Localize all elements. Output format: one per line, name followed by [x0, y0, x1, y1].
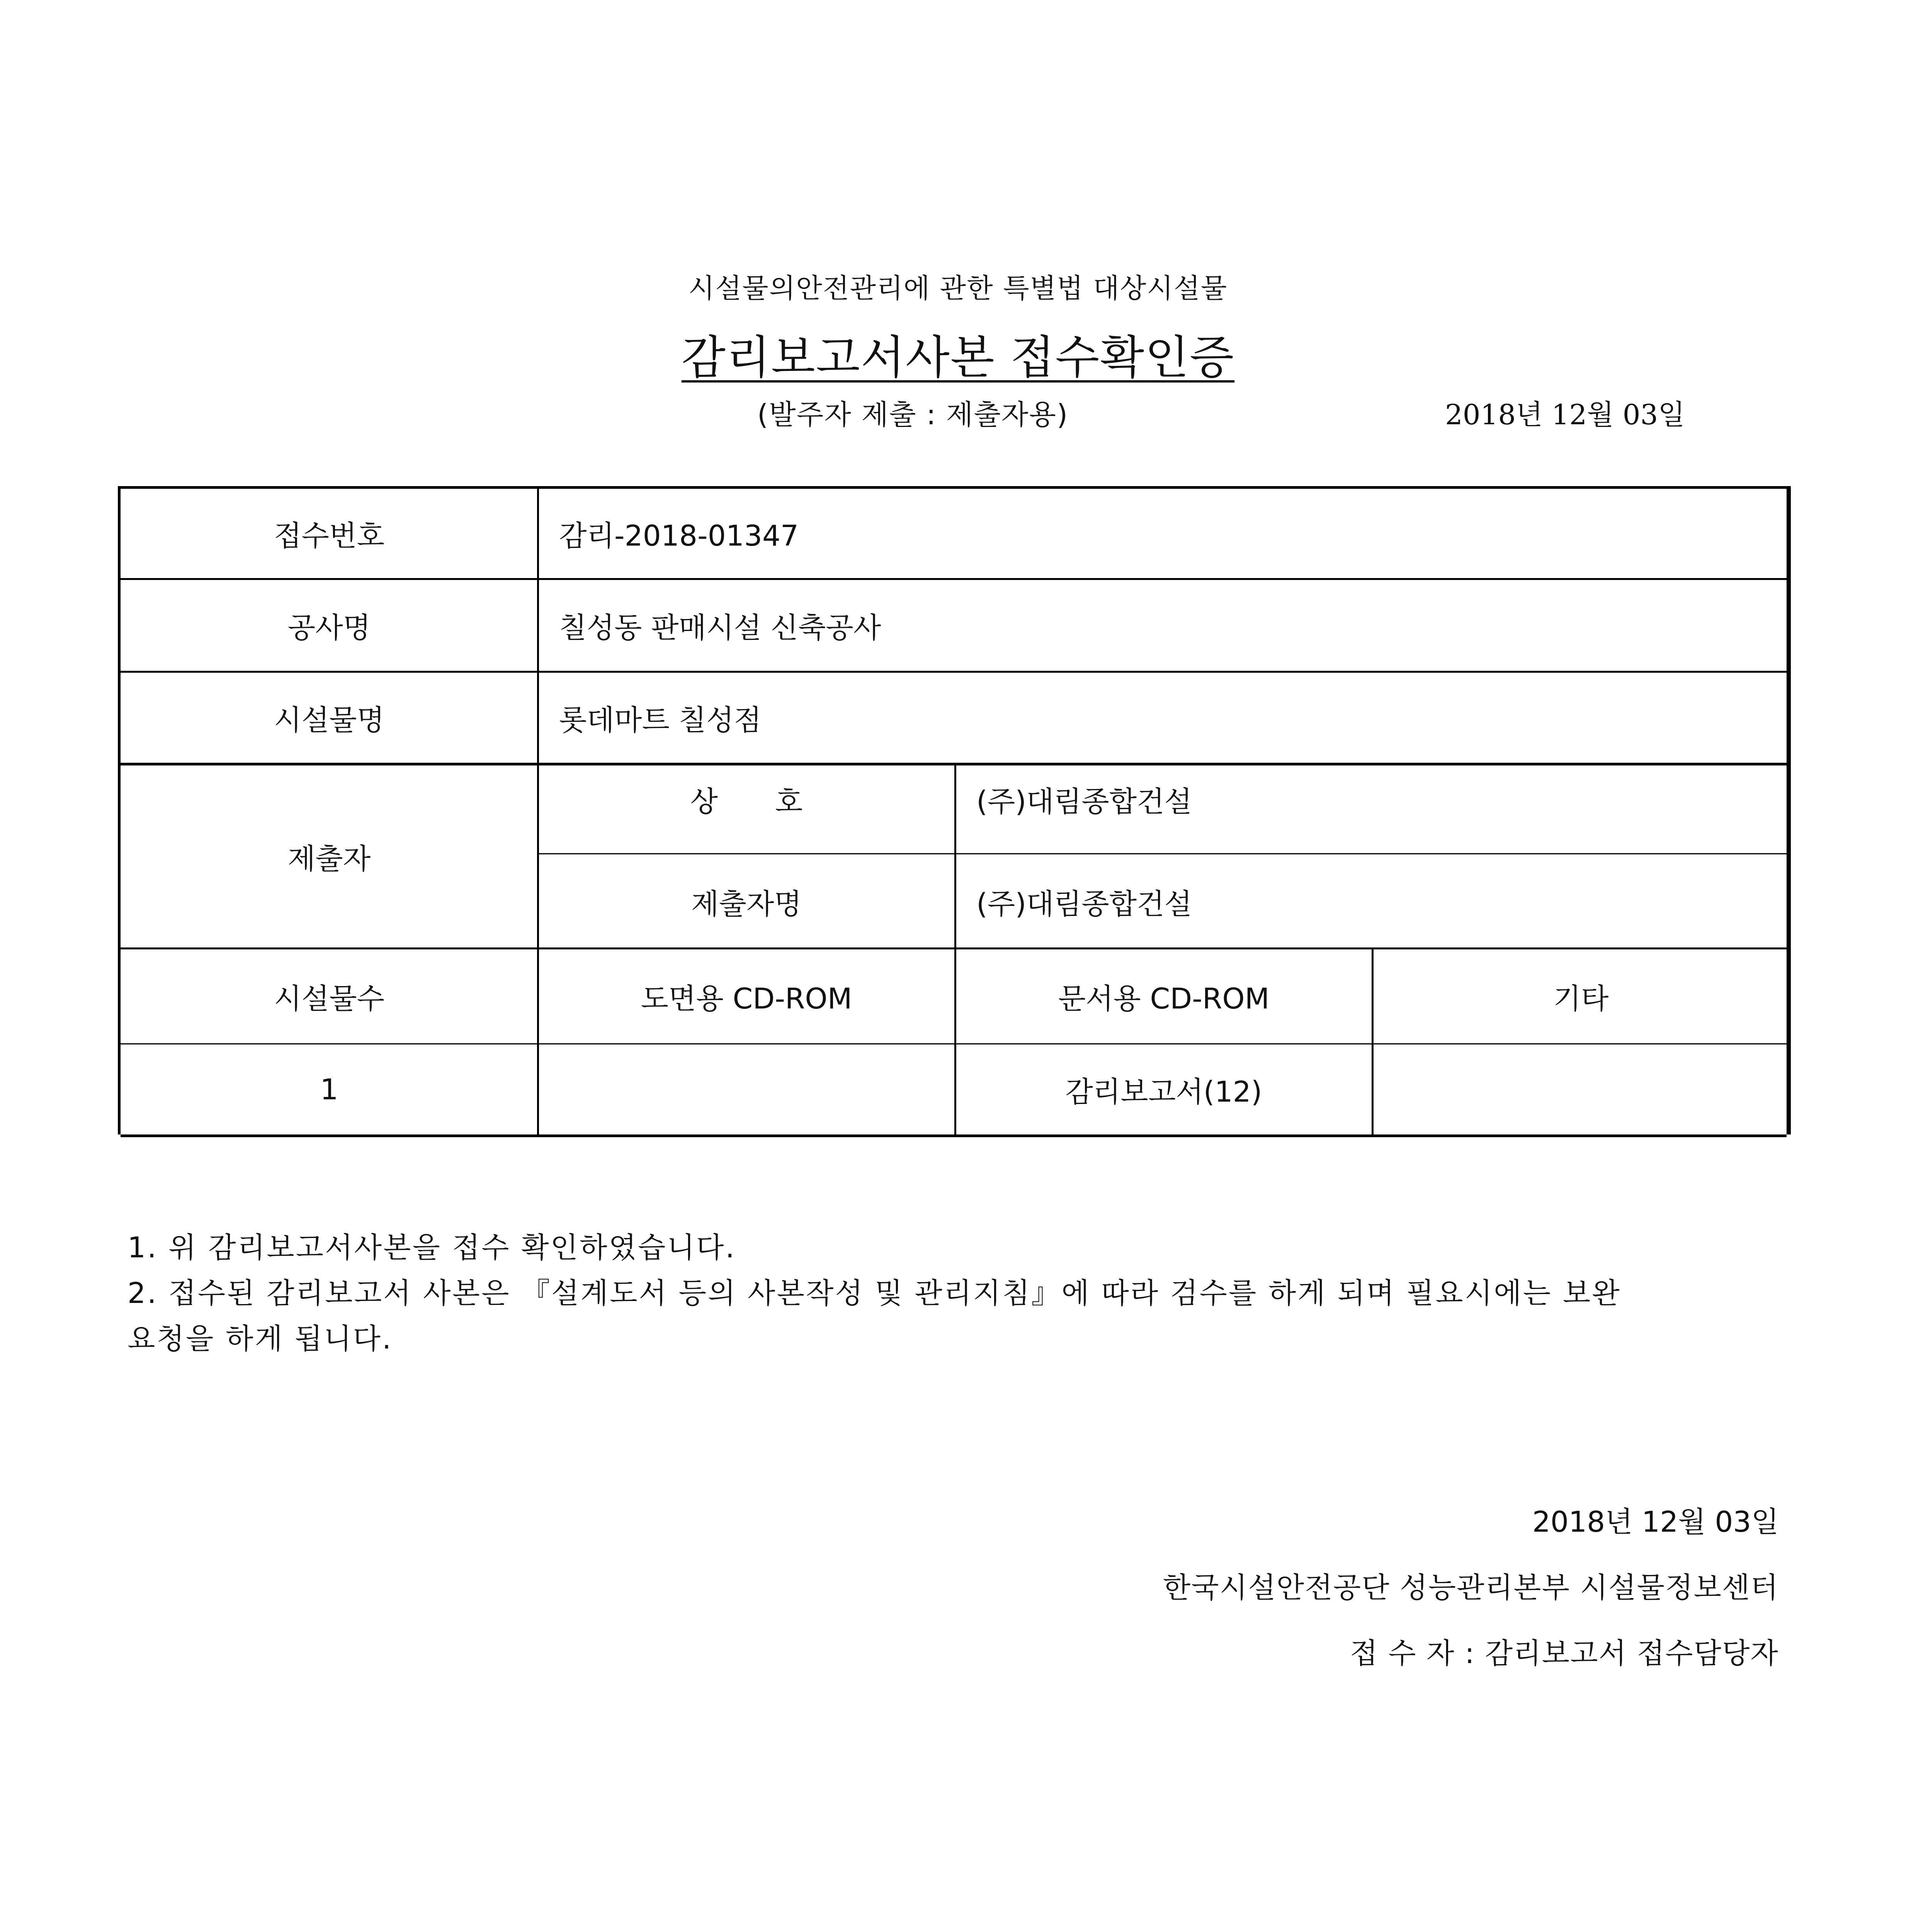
project-name-label: 공사명: [287, 611, 371, 645]
row-submitter-group: [121, 765, 1787, 949]
other-header: 기타: [1553, 982, 1609, 1015]
header-date: 2018년 12월 03일: [1445, 398, 1685, 431]
drawing-cd-header: 도면용 CD-ROM: [641, 982, 852, 1015]
document-subtitle: (발주자 제출 : 제출자용): [757, 398, 1069, 431]
row-project-name: [121, 580, 1787, 673]
table-divider: [954, 765, 956, 1137]
note-line-2: 2. 접수된 감리보고서 사본은 『설계도서 등의 사본작성 및 관리지침』에 따라 검수를 하게 되며 필요시에는 보완: [128, 1277, 1621, 1310]
company-value: (주)대림종합건설: [976, 785, 1192, 818]
project-name-value: 칠성동 판매시설 신축공사: [559, 611, 881, 645]
notes-section: [128, 1225, 1789, 1362]
document-title-wrap: [0, 321, 1916, 386]
row-facility-name: [121, 673, 1787, 765]
submitter-label: 제출자: [287, 842, 371, 876]
row-media-values: [121, 1044, 1787, 1137]
document-supertitle: 시설물의안전관리에 관한 특별법 대상시설물: [688, 272, 1228, 304]
facility-name-label: 시설물명: [274, 703, 384, 737]
note-line-3: 요청을 하게 됩니다.: [128, 1322, 393, 1355]
note-line-1: 1. 위 감리보고서사본을 접수 확인하였습니다.: [128, 1231, 736, 1264]
drawing-cd-value: [538, 1044, 955, 1134]
other-value: [1372, 1044, 1790, 1134]
footer-organization: 한국시설안전공단 성능관리본부 시설물정보센터: [1163, 1571, 1779, 1604]
row-submitter-name: [538, 854, 1790, 949]
facility-count-value: 1: [320, 1073, 338, 1106]
footer-date: 2018년 12월 03일: [1532, 1505, 1779, 1539]
receipt-number-value: 감리-2018-01347: [559, 519, 799, 553]
document-cd-header: 문서용 CD-ROM: [1058, 982, 1270, 1015]
receipt-form-table: [118, 486, 1791, 1134]
row-receipt-number: [121, 489, 1787, 580]
receipt-number-label: 접수번호: [274, 519, 384, 553]
footer-receiver: 접 수 자 : 감리보고서 접수담당자: [1350, 1637, 1779, 1670]
row-company: [538, 765, 1790, 854]
facility-name-value: 롯데마트 칠성점: [559, 703, 762, 737]
table-divider: [1372, 949, 1374, 1137]
submitter-name-value: (주)대림종합건설: [976, 888, 1192, 921]
document-cd-value: 감리보고서(12): [1065, 1075, 1262, 1109]
document-title: 감리보고서사본 접수확인증: [681, 331, 1235, 384]
facility-count-header: 시설물수: [274, 982, 384, 1015]
submitter-name-label: 제출자명: [691, 888, 802, 921]
row-media-header: [121, 949, 1787, 1044]
company-label: 상 호: [690, 785, 803, 818]
table-divider: [537, 489, 539, 1137]
